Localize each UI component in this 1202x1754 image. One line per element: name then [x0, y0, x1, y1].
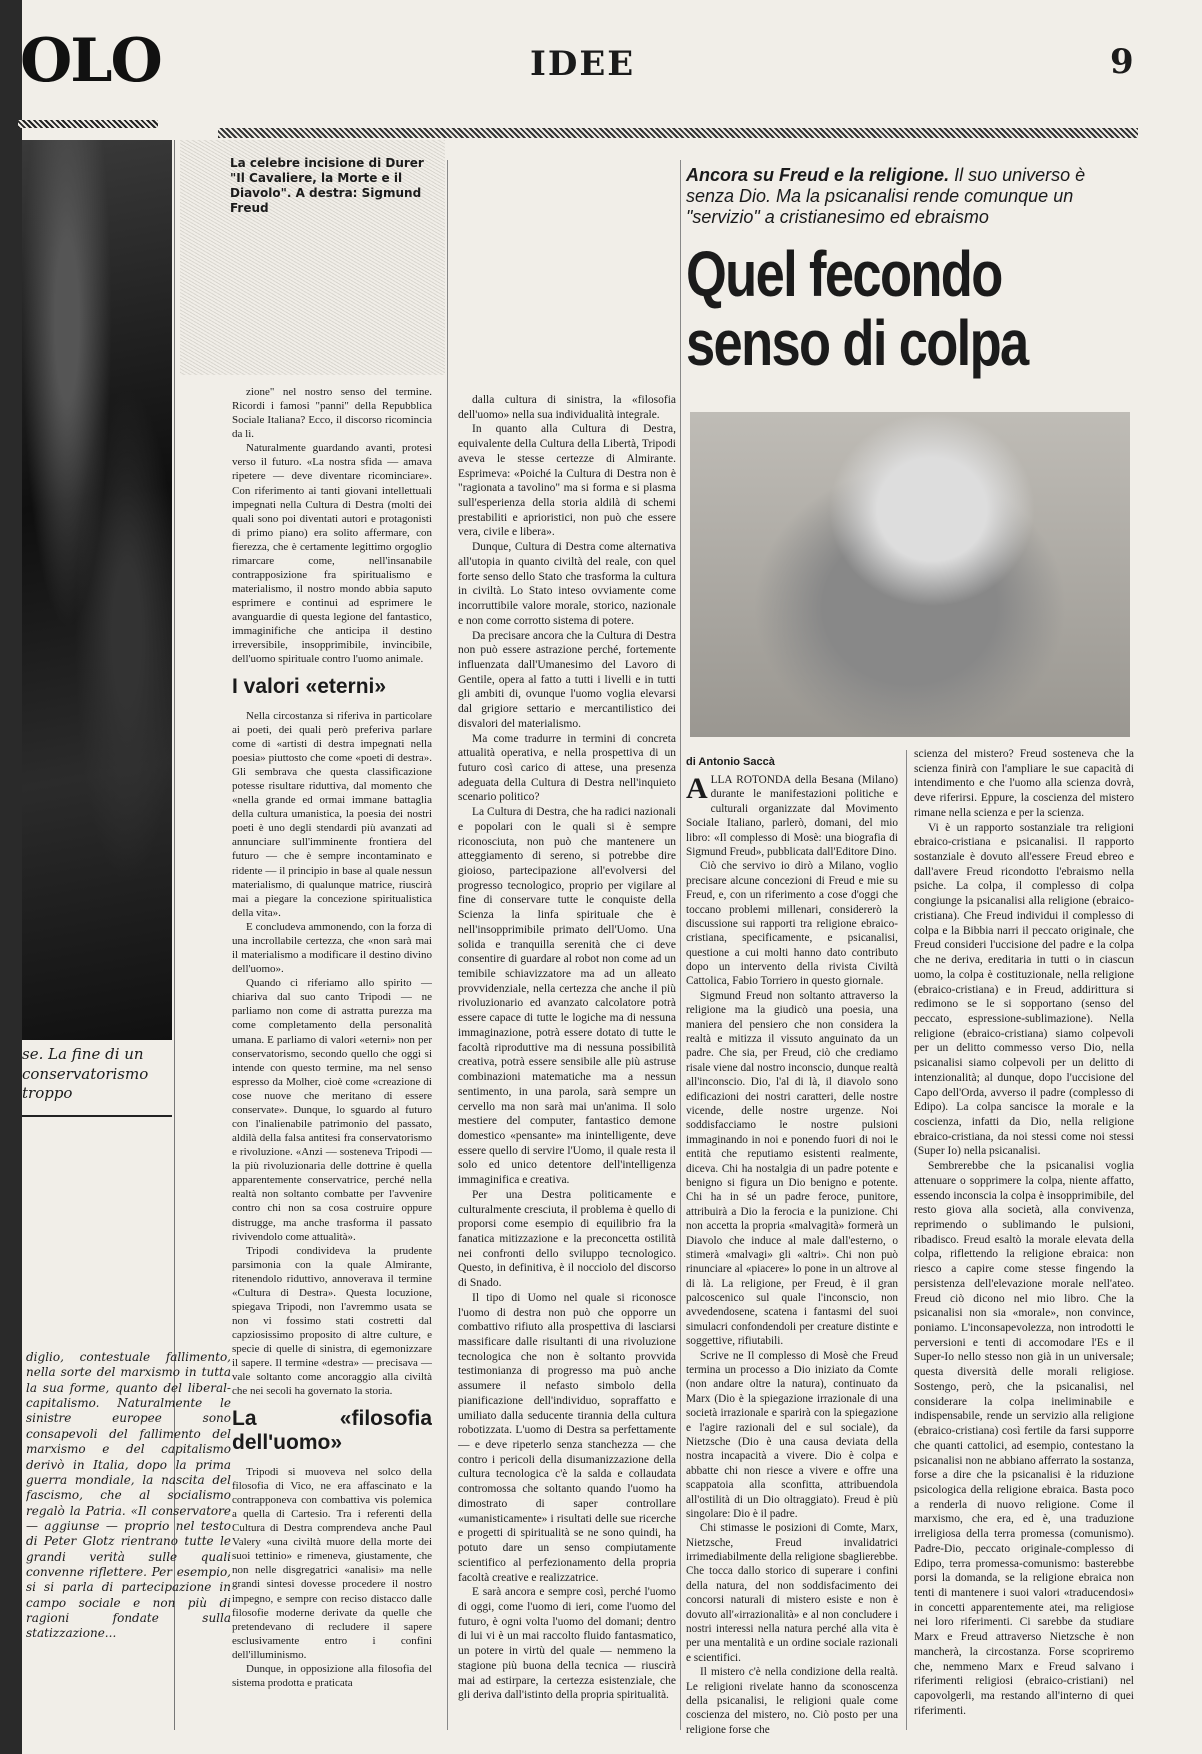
paragraph: Vi è un rapporto sostanziale tra religioni ebraico-cristiana e psicanalisi. Il rapporto sostanziale è dovuto all'essere Freud ebreo e dall'avere Freud ricondotto l'ebraismo nella psiche. La colpa, il complesso di colpa congiunge la psicanalisi alla religione (ebraico-cristiana). Che Freud individui il complesso di colpa e la Bibbia narri il peccato originale, che Freud consideri l'uccisione del padre e la colpa che ne deriva, ereditaria in tutti o in ciascun uomo, la colpa è costituzionale, nella religione (ebraico-cristiana) e in Freud, addirittura si redimono se le si sopportano (senso del peccato, espressione-sublimazione). Nella religione (ebraico-cristiana) siamo colpevoli per un delitto commesso verso Dio, nella psicanalisi siamo colpevoli per un delitto di intenzionalità; al dunque, dopo l'uccisione del Capo dell'Orda, avverso il padre (complesso di Edipo). La colpa sancisce la morale e la coscienza, infatti da Dio, nella religione ebraico-cristiana, da noi stessi come noi stessi (Super Io) nella psicanalisi.	[914, 821, 1134, 1158]
column-rule	[680, 160, 681, 1730]
paragraph: LLA ROTONDA della Besana (Milano) durante le manifestazioni politiche e culturali organizzate dal Movimento Sociale Italiano, parlerò, domani, del mio libro: «Il complesso di Mosè: una biografia di Sigmund Freud», pubblicata dall'Editore Dino.	[686, 774, 898, 858]
masthead-fragment: OLO	[20, 26, 161, 96]
kicker-text: Il suo universo è senza Dio. Ma la psicanalisi rende comunque un "servizio" a cristianesimo ed ebraismo	[686, 165, 1086, 228]
kicker-lead: Ancora su Freud e la religione.	[686, 165, 950, 185]
left-photo-caption: se. La fine di un conservatorismo troppo	[22, 1045, 149, 1102]
paragraph: Scrive ne Il complesso di Mosè che Freud termina un processo a Dio iniziato da Comte (non andare oltre la natura), continuato da Marx (Dio è la spiegazione irrazionale di una società irrazionale e sparirà con la spiegazione e l'agire razionali del e sul sociale), da Nietzsche (Dio è una causa deviata della nostra incapacità a vivere. Dio è colpa e abbatte chi non riesce a vivere e offre una scappatoia alla sconfitta, attribuendola all'ostilità di un Dio oltraggiato). Freud è più singolare: Dio è il padre.	[686, 1349, 898, 1520]
article-kicker	[686, 165, 1136, 229]
masthead-rule	[18, 120, 158, 128]
column-rule	[447, 160, 448, 1730]
paragraph: dalla cultura di sinistra, la «filosofia dell'uomo» nella sua individualità integrale.	[458, 394, 676, 421]
subheading: I valori «eterni»	[232, 674, 387, 698]
subheading: La «filosofia dell'uomo»	[232, 1406, 432, 1454]
section-title: IDEE	[530, 44, 636, 84]
paragraph: Chi stimasse le posizioni di Comte, Marx, Nietzsche, Freud invalidatrici irrimediabilmente della religione sbaglierebbe. Che tocca dallo storico di superare i confini della natura, del non soddisfacimento dei concorsi naturali di mistero esiste e non è dovuto all'«irrazionalità» e al non concludere i nostri interessi nella natura perché alla vita è per una mentalità e un ordine sociale razionali e scientifici.	[686, 1522, 898, 1664]
page-number: 9	[1110, 42, 1134, 82]
article-column-1	[232, 385, 432, 1690]
paragraph: Da precisare ancora che la Cultura di Destra non può essere astrazione perché, fortemente influenzata dall'Umanesimo del Lavoro di Gentile, opera al fatto a tutti i livelli e in tutti gli ambiti di, ovunque l'uomo voglia elevarsi dal grigiore settario e mercantilistico dei disvalori del materialismo.	[458, 629, 676, 730]
left-article-fragment: diglio, contestuale fallimento, nella sorte del marxismo in tutta la sua forme, quanto del liberal-capitalismo. Naturalmente le sinistre europee sono consapevoli del fallimento del marxismo e del capitalismo derivò in Italia, dopo la prima guerra mondiale, la nascita del fascismo, che al socialismo regalò la Patria. «Il conservatore — aggiunse — proprio nel testo di Peter Glotz rientrano tutte le grandi verità sulle quali convenne riflettere. Per esempio, si si parla di partecipazione in campo sociale e non più di ragioni fondate sulla statizzazione...	[26, 1350, 231, 1641]
column-rule	[906, 750, 907, 1730]
paragraph: Naturalmente guardando avanti, protesi verso il futuro. «La nostra sfida — amava ripetere — deve diventare ricominciare». Con riferimento ai tanti giovani intellettuali impegnati nella Cultura di Destra (molti dei quali sono poi diventati autori e protagonisti di primo piano) era solito affermare, con fierezza, che è certamente legittimo orgoglio rimarcare come, nell'insanabile contrapposizione fra spiritualismo e materialismo, il nostro mondo abbia saputo esprimere e continui ad esprimere le avanguardie di questa legione del fantastico, immaginifiche che anticipa il destino irreversibile, insopprimibile, invincibile, dell'uomo spirituale contro l'uomo animale.	[232, 442, 432, 666]
left-photo	[22, 140, 172, 1040]
paragraph: La Cultura di Destra, che ha radici nazionali e popolari con le quali si è sempre riconosciuta, non può che mantenere un atteggiamento di sereno, si potrebbe dire gioioso, partecipazione all'evolversi del progresso tecnologico, proprio per vigilare al fine di conservare tutte le conquiste della Scienza la linfa spirituale che è nell'insopprimibile primato dell'Uomo. Una solida e tranquilla serenità che ci deve consentire di guardare al robot non come ad un temibile schiavizzatore ma ad un alleato provvidenziale, nella certezza che anche il più rivoluzionario ed avanzato calcolatore potrà essere capace di tutte le logiche ma di nessuna immaginazione, potrà essere dotato di tutte le facoltà riproduttive ma di nessuna possibilità creativa, potrà essere sensibile alle più astruse combinazioni matematiche ma a nessun sentimento, in una parola, sarà sempre un cervello ma non sarà mai un'anima. Il solo mestiere del computer, fantastico demone domestico «pensante» ma inintelligente, deve essere quello di servire l'Uomo, il quale resta il solo ed unico detentore dell'intelligenza immaginifica e creativa.	[458, 806, 676, 1187]
paragraph: Tripodi condivideva la prudente parsimonia con la quale Almirante, ritenendolo riduttivo, annoverava il termine «Cultura di Destra». Questa locuzione, spiegava Tripodi, non l'avremmo usata se non vi fossimo stati costretti dal capziosissimo proposito di altre culture, e specie di quelle di sinistra, di egemonizzare il sapere. Il termine «destra» — precisava — vale soltanto come ancoraggio alla civiltà che nei secoli ha governato la storia.	[232, 1244, 432, 1398]
left-caption-rule	[22, 1115, 172, 1117]
drop-cap: A	[686, 773, 708, 805]
paragraph: Nella circostanza si riferiva in particolare ai poeti, dei quali però preferiva parlare come di «artisti di destra impegnati nella poesia» piuttosto che come «poeti di destra». Gli sembrava che questa classificazione potesse risultare riduttiva, dal momento che «nella grande ed ormai immane battaglia della cultura umanistica, la poesia dei nostri poeti è uno degli stendardi più avanzati ad annunciare sull'imminente frontiera del futuro — che è sempre incontaminato e ridente — il principio in base al quale nessun materialismo, di qualunque matrice, riuscirà mai a piegare la concezione spiritualistica della vita».	[232, 709, 432, 919]
paragraph: Il tipo di Uomo nel quale si riconosce l'uomo di destra non può che opporre un combattivo rifiuto alla prospettiva di lasciarsi massificare dalle risultanti di una rivoluzione tecnologica che non è soltanto provvida testimonianza di progresso ma può anche assumere il nefasto simbolo della pianificazione dell'individuo, sopraffatto e umiliato dalla seducente tirannia della cultura robotizzata. L'uomo di Destra sa perfettamente — e deve ripeterlo senza stanchezza — che contro i pericoli della disumanizzazione della cultura tecnologica c'è la salda e collaudata contromossa che soltanto quando l'uomo ha dimostrato di saper controllare «umanisticamente» i risultati delle sue ricerche e progetti di spiritualità se ne sono quindi, ha potuto dare un senso compiutamente scientifico al perfezionamento della propria facoltà creative e realizzatrice.	[458, 1291, 676, 1584]
paragraph: Tripodi si muoveva nel solco della filosofia di Vico, ne era affascinato e la contrapponeva con combattiva vis polemica a quella di Cartesio. Tra i referenti della Cultura di Destra comprendeva anche Paul Valery «una civiltà muore della morte dei suoi tettinio» e rimeneva, giustamente, che non nelle disgregatrici «analisi» ma nelle grandi sintesi dovesse procedere il nostro impegno, e sempre con reciso distacco dalle filosofie moderne derivate da quelle che pretendevano di recludere il sapere esclusivamente entro i confini dell'illuminismo.	[232, 1465, 432, 1661]
paragraph: Quando ci riferiamo allo spirito — chiariva dal suo canto Tripodi — ne parliamo non come di astratta purezza ma come completamento della personalità umana. E parliamo di valori «eterni» non per conservatorismo, secondo quello che oggi si intende con questo termine, ma nel senso espresso da Molher, cioè come «creazione di cose nuove che meritano di essere conservate». Dunque, lo sguardo al futuro con l'inalienabile patrimonio del passato, aldilà della falsa antitesi fra conservatorismo e rivoluzione. «Anzi — sosteneva Tripodi — la più rivoluzionaria delle dottrine è quella apparentemente conservatrice, perché nella realtà non soltanto combatte per l'avvenire contro chi non sa cosa costruire oppure distrugge, ma anche trasforma il passato rivivendolo come attualità».	[232, 977, 432, 1243]
article-column-4	[914, 747, 1134, 1718]
paragraph: E sarà ancora e sempre così, perché l'uomo di oggi, come l'uomo di ieri, come l'uomo del futuro, è ogni volta l'uomo del domani; dentro di lui vi è un mai raccolto fluido fantasmatico, un potere in virtù del quale — nemmeno la stagione più buona della tecnica — riuscirà mai ad estirpare, la certezza esistenziale, che gli deriva dall'istinto della propria spiritualità.	[458, 1586, 676, 1702]
byline: di Antonio Saccà	[686, 756, 775, 768]
paragraph: scienza del mistero? Freud sosteneva che la scienza finirà con l'ampliare le sue capacità di intendimento e che l'uomo alla scienza dovrà, deve riferirsi. Eppure, la coscienza del mistero rimane nella scienza e per la scienza.	[914, 748, 1134, 819]
paragraph: Dunque, Cultura di Destra come alternativa all'utopia in quanto civiltà del reale, con quel forte senso dello Stato che trasforma la cultura in civiltà. Lo Stato inteso ovviamente come incorruttibile valore morale, storico, nazionale e non come corrotto sistema di potere.	[458, 541, 676, 627]
paragraph: Sembrerebbe che la psicanalisi voglia attenuare o sopprimere la colpa, niente affatto, essendo inconscia la colpa è insopprimibile, del resto giova alla società, alla convivenza, reprimendo o sublimando le pulsioni, ribadisco. Freud esaltò la morale elevata della colpa, riflettendo la religione ebraica: non riesco a capire come stesse fingendo la persistenza dell'elevazione morale nell'ateo. Freud ciò dicono nel mio libro. Che la psicanalisi non sia «morale», non convince, poniamo. L'inconsapevolezza, non introdotti le perversioni e tenti di accomodare l'Es e il Super-Io nello stesso non già in un universale; questa diversità delle morali religiose. Sostengo, però, che la psicanalisi, nel considerare la colpa ineliminabile e indispensabile, rende un servizio alla religione (ebraico-cristiana) così fertile da farsi supporre che quanti cattolici, ad esempio, contestano la psicanalisi non ne abbiano afferrato la sostanza, forse a dire che la psicanalisi è la riduzione psicologica della religione ebraica. Basta poco a renderla di nuovo religione. Come il marxismo, che era, ed è, una traduzione irreligiosa della terra promessa (comunismo). Padre-Dio, peccato originale-complesso di Edipo, terra promessa-comunismo: basterebbe porsi la domanda, se la religione ebraica non tenti di mantenere i suoi valori «traducendosi» in concetti apparentemente atei, ma religiose nei loro riferimenti. Ci sarebbe da studiare Marx e Freud attraverso Nietzsche è non mancherà, la circostanza. Forse scopriremo che, nemmeno Marx e Freud salvano i riferimenti religiosi (ebraico-cristiani) nel capovolgerli, ma restando all'interno di quei riferimenti.	[914, 1160, 1134, 1717]
engraving-caption: La celebre incisione di Durer "Il Cavaliere, la Morte e il Diavolo". A destra: Sigmund Freud	[230, 156, 424, 215]
article-column-3	[686, 773, 898, 1737]
top-rule	[218, 128, 1138, 138]
page-spine	[0, 0, 22, 1754]
article-headline: Quel fecondo senso di colpa	[686, 238, 1028, 380]
freud-portrait	[690, 412, 1130, 737]
paragraph: Dunque, in opposizione alla filosofia del sistema prodotta e praticata	[232, 1662, 432, 1689]
paragraph: Per una Destra politicamente e culturalmente cresciuta, il problema è quello di proporsi come esempio di equilibrio fra la fanatica mitizzazione e la preconcetta ostilità nei confronti dello sviluppo tecnologico. Questo, in definitiva, è il nocciolo del discorso di Snado.	[458, 1188, 676, 1290]
paragraph: Ma come tradurre in termini di concreta attualità operativa, e nella prospettiva di un futuro così carico di attese, una presenza adeguata della Cultura di Destra nell'inquieto scenario politico?	[458, 732, 676, 804]
paragraph: E concludeva ammonendo, con la forza di una incrollabile certezza, che «non sarà mai il materialismo a modificare il destino divino dell'uomo».	[232, 920, 432, 976]
article-column-2	[458, 393, 676, 1703]
paragraph: Il mistero c'è nella condizione della realtà. Le religioni rivelate hanno da sconoscenza della psicanalisi, le religioni quale come coscienza del mistero, no. Ciò posto per una religione forse che	[686, 1666, 898, 1736]
paragraph: Ciò che servivo io dirò a Milano, voglio precisare alcune concezioni di Freud e mie su Freud, e, con un riferimento a cose d'oggi che toccano problemi millenari, considererò la discussione sui rapporti tra religione ebraico-cristiana, specificamente, e psicanalisi, questione a cui molti hanno dato contributo dopo un intervento della rivista Civiltà Cattolica, Fabio Torriero in questo giornale.	[686, 860, 898, 988]
paragraph: Sigmund Freud non soltanto attraverso la religione ma la giudicò una poesia, una maniera del pensiero che non considera la realtà e mitizza il vissuto anguinato da un padre. Che sia, per Freud, ciò che crediamo risale viene dal nostro inconscio, dunque realtà all'inconscio. Dio, l'al di là, il diavolo sono edificazioni dei nostri caratteri, delle nostre vicende, delle nostre urgenze. Noi soddisfacciamo le nostre pulsioni immaginando in noi e ponendo fuori di noi le entità che reputiamo esistenti realmente, diceva. Chi ha nostalgia di un padre potente e benigno si figura un Dio benigno e potente. Chi ha in sé un padre feroce, punitore, attribuirà a Dio la ferocia e la punizione. Chi non accetta la propria «malvagità» formerà un Diavolo che induce al male dall'esterno, o stimerà «malvagi» gli «altri». Chi non può rinunciare al «piacere» lo pone in un altrove al di là. La religione, per Freud, è il gran palcoscenico sul quale l'inconscio, non avvedendosene, scatena i fantasmi del suoi simulacri confondendoli per creature distinte e soggettive, rifiutabili.	[686, 989, 898, 1348]
paragraph: In quanto alla Cultura di Destra, equivalente della Cultura della Libertà, Tripodi aveva le stesse certezze di Almirante. Esprimeva: «Poiché la Cultura di Destra non è "ragionata a tavolino" ma si forma e si plasma sull'esperienza della storia aldilà di schemi prestabiliti e aprioristici, non può che essere vera, civile e libera».	[458, 423, 676, 539]
paragraph: zione" nel nostro senso del termine. Ricordi i famosi "panni" della Repubblica Sociale Italiana? Ecco, il discorso ricomincia da lì.	[232, 386, 432, 441]
